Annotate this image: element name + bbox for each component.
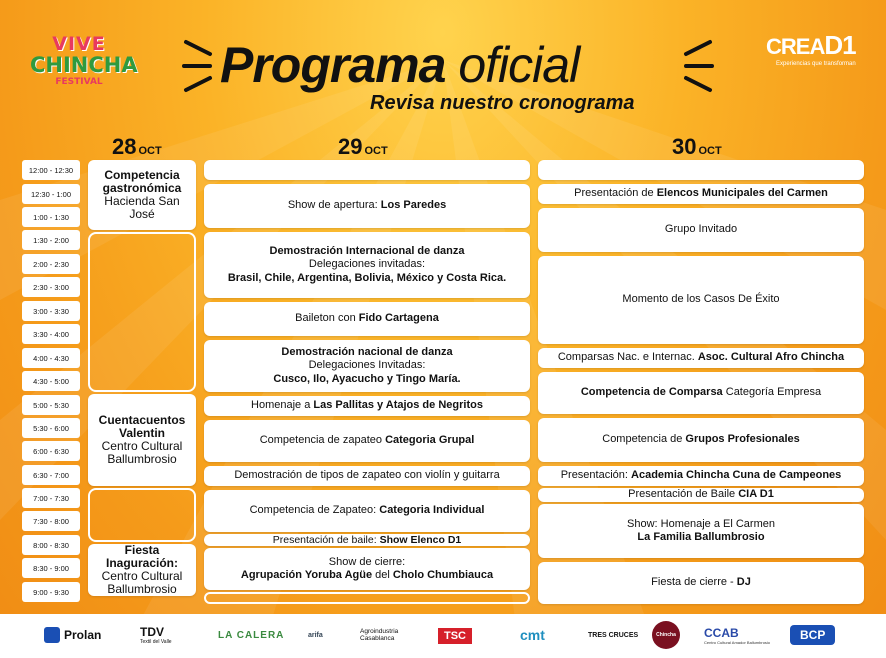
brand-logo <box>766 30 876 70</box>
sponsor-tsc <box>438 628 472 644</box>
event-29-show-cierre <box>204 548 530 590</box>
event-text: Competencia de Zapateo: <box>249 504 380 517</box>
event-text: Presentación: <box>560 469 632 482</box>
sponsor-label: TRES CRUCES <box>588 631 639 639</box>
event-30-comparsas <box>538 348 864 368</box>
event-title: Cuentacuentos Valentin <box>98 412 186 440</box>
time-slot: 6:00 - 6:30 <box>22 441 80 461</box>
time-slot: 5:30 - 6:00 <box>22 418 80 438</box>
event-30-casos-exito <box>538 256 864 344</box>
time-slot: 4:00 - 4:30 <box>22 348 80 368</box>
event-text: Homenaje a <box>251 399 314 412</box>
time-slot: 3:30 - 4:00 <box>22 324 80 344</box>
sponsor-sub: Textil del Valle <box>140 639 172 645</box>
brand-tagline: Experiencias que transforman <box>776 61 856 67</box>
event-title: Demostración Internacional de danza <box>269 245 465 258</box>
sponsor-prolan <box>44 621 101 649</box>
event-30-empty-top <box>538 160 864 180</box>
brand-name-text: CREA <box>766 34 825 59</box>
sponsor-ccab <box>704 621 770 649</box>
time-slot: 8:30 - 9:00 <box>22 558 80 578</box>
event-text: Grupo Invitado <box>664 223 738 236</box>
event-bold: CIA D1 <box>738 488 774 501</box>
sponsor-label: arifa <box>308 631 323 639</box>
event-text: Fiesta de cierre - <box>651 576 737 589</box>
sponsor-bcp <box>790 625 835 645</box>
event-29-empty-top <box>204 160 530 180</box>
time-slot: 4:30 - 5:00 <box>22 371 80 391</box>
time-slot: 8:00 - 8:30 <box>22 535 80 555</box>
event-bold: DJ <box>736 576 751 589</box>
event-text: Categoría Empresa <box>722 386 822 399</box>
time-slot: 2:00 - 2:30 <box>22 254 80 274</box>
time-slot: 1:00 - 1:30 <box>22 207 80 227</box>
event-delegations: Brasil, Chile, Argentina, Bolivia, México y Costa Rica. <box>227 271 507 284</box>
sponsor-chincha <box>652 621 680 649</box>
event-text: Demostración de tipos de zapateo con violín y guitarra <box>234 469 500 482</box>
logo-line2: CHINCHA <box>30 53 138 77</box>
event-29-danza-internacional <box>204 232 530 298</box>
sponsor-label: LA CALERA <box>218 629 285 641</box>
sponsor-la-calera <box>218 621 284 649</box>
page-title <box>220 36 579 94</box>
title-bold: Programa <box>220 37 446 93</box>
event-text: Delegaciones invitadas: <box>308 258 426 271</box>
sponsor-label: TSC <box>444 630 466 642</box>
event-venue: Centro Cultural Ballumbrosio <box>101 439 183 467</box>
event-29-homenaje <box>204 396 530 416</box>
event-text: Presentación de baile: <box>272 533 380 546</box>
event-bold: Competencia de Comparsa <box>580 386 723 399</box>
day-header-30 <box>672 134 722 160</box>
sponsor-label: cmt <box>520 627 545 643</box>
event-30-fiesta-cierre <box>538 562 864 604</box>
event-text: Baileton con <box>295 312 359 325</box>
day-month: OCT <box>138 145 162 157</box>
day-header-29 <box>338 134 388 160</box>
time-slot: 2:30 - 3:00 <box>22 277 80 297</box>
event-29-zapateo-individual <box>204 490 530 532</box>
time-slot: 9:00 - 9:30 <box>22 582 80 602</box>
time-slot: 1:30 - 2:00 <box>22 230 80 250</box>
event-30-grupo-invitado <box>538 208 864 252</box>
event-30-baile-cia <box>538 488 864 502</box>
sponsor-agroindustria <box>360 621 430 649</box>
event-text: Show de apertura: <box>287 199 381 212</box>
sponsor-label: Chincha <box>656 632 676 638</box>
event-29-baile-elenco <box>204 534 530 546</box>
day-number: 29 <box>338 134 363 159</box>
event-29-zapateo-grupal <box>204 420 530 462</box>
time-slot: 12:00 - 12:30 <box>22 160 80 180</box>
event-29-show-apertura <box>204 184 530 228</box>
empty-slot-29-bottom <box>204 592 530 604</box>
event-bold: Los Paredes <box>380 199 447 212</box>
logo-line3: FESTIVAL <box>55 77 103 87</box>
event-bold: Asoc. Cultural Afro Chincha <box>697 351 845 364</box>
event-title: Competencia gastronómica <box>102 167 182 195</box>
event-delegations: Cusco, Ilo, Ayacucho y Tingo María. <box>273 372 461 385</box>
event-30-competencia-comparsa <box>538 372 864 414</box>
event-bold: Elencos Municipales del Carmen <box>656 187 828 200</box>
event-bold: Fido Cartagena <box>358 312 439 325</box>
event-29-baileton <box>204 302 530 336</box>
sponsor-cmt <box>520 621 545 649</box>
event-bold: Grupos Profesionales <box>685 433 800 446</box>
prolan-icon <box>44 627 60 643</box>
sponsor-label: BCP <box>800 628 826 642</box>
event-30-academia <box>538 466 864 486</box>
event-text: Momento de los Casos De Éxito <box>622 293 780 306</box>
event-bold: La Familia Ballumbrosio <box>637 531 765 543</box>
event-text: Presentación de Baile <box>628 488 739 501</box>
time-slot: 5:00 - 5:30 <box>22 395 80 415</box>
sponsor-label: CCAB <box>704 625 739 640</box>
time-slot: 7:00 - 7:30 <box>22 488 80 508</box>
day-number: 28 <box>112 134 137 159</box>
sponsor-label: Prolan <box>64 628 102 642</box>
sponsor-tdv <box>140 621 172 649</box>
event-bold: Agrupación Yoruba Agüe <box>240 569 373 581</box>
day-month: OCT <box>698 145 722 157</box>
title-light: oficial <box>458 37 580 93</box>
day-header-28 <box>112 134 162 160</box>
sponsor-label: Agroindustria Casablanca <box>360 627 399 642</box>
spark-left-icon <box>180 36 220 96</box>
sponsor-sub: Centro Cultural Amador Ballumbrosio <box>704 639 771 645</box>
festival-logo <box>30 33 138 114</box>
event-bold: Show Elenco D1 <box>379 533 462 546</box>
time-slot: 12:30 - 1:00 <box>22 184 80 204</box>
event-30-grupos-profesionales <box>538 418 864 462</box>
event-bold-2: Cholo Chumbiauca <box>392 569 494 581</box>
event-text: Show: Homenaje a El Carmen <box>627 517 775 530</box>
sponsor-arifa <box>308 621 323 649</box>
time-slot: 6:30 - 7:00 <box>22 465 80 485</box>
brand-mark: D1 <box>824 30 856 60</box>
event-text: Show de cierre: <box>328 555 406 568</box>
event-text: Presentación de <box>574 187 657 200</box>
event-29-danza-nacional <box>204 340 530 392</box>
event-28-gastronomica <box>88 160 196 230</box>
event-venue: Centro Cultural Ballumbrosio <box>101 569 183 597</box>
brand-name <box>766 30 876 61</box>
event-text: Delegaciones Invitadas: <box>308 359 426 372</box>
page-subtitle: Revisa nuestro cronograma <box>370 92 635 114</box>
event-bold: Las Pallitas y Atajos de Negritos <box>313 399 483 412</box>
event-title: Fiesta Inaguración: <box>105 542 178 570</box>
event-28-fiesta-inaguracion <box>88 544 196 596</box>
event-text-mid: del <box>372 569 393 581</box>
event-30-elencos-municipales <box>538 184 864 204</box>
empty-slot-28a <box>88 232 196 392</box>
day-month: OCT <box>364 145 388 157</box>
sponsor-label: TDV <box>140 625 164 639</box>
empty-slot-28b <box>88 488 196 542</box>
event-bold: Categoria Grupal <box>385 434 475 447</box>
event-text: Competencia de <box>602 433 686 446</box>
event-30-homenaje-carmen <box>538 504 864 558</box>
day-number: 30 <box>672 134 697 159</box>
logo-line1: VIVE <box>52 33 106 55</box>
event-venue: Hacienda San José <box>104 194 180 222</box>
time-slot: 7:30 - 8:00 <box>22 511 80 531</box>
event-bold: Academia Chincha Cuna de Campeones <box>631 469 842 482</box>
sponsor-tres-cruces <box>588 621 638 649</box>
event-28-cuentacuentos <box>88 394 196 486</box>
event-title: Demostración nacional de danza <box>281 346 453 359</box>
event-text: Comparsas Nac. e Internac. <box>557 351 698 364</box>
event-bold: Categoria Individual <box>379 504 485 517</box>
time-slot: 3:00 - 3:30 <box>22 301 80 321</box>
spark-right-icon <box>676 36 716 96</box>
event-29-demostracion-zapateo <box>204 466 530 486</box>
header-title-block <box>180 30 710 120</box>
event-text: Competencia de zapateo <box>259 434 386 447</box>
